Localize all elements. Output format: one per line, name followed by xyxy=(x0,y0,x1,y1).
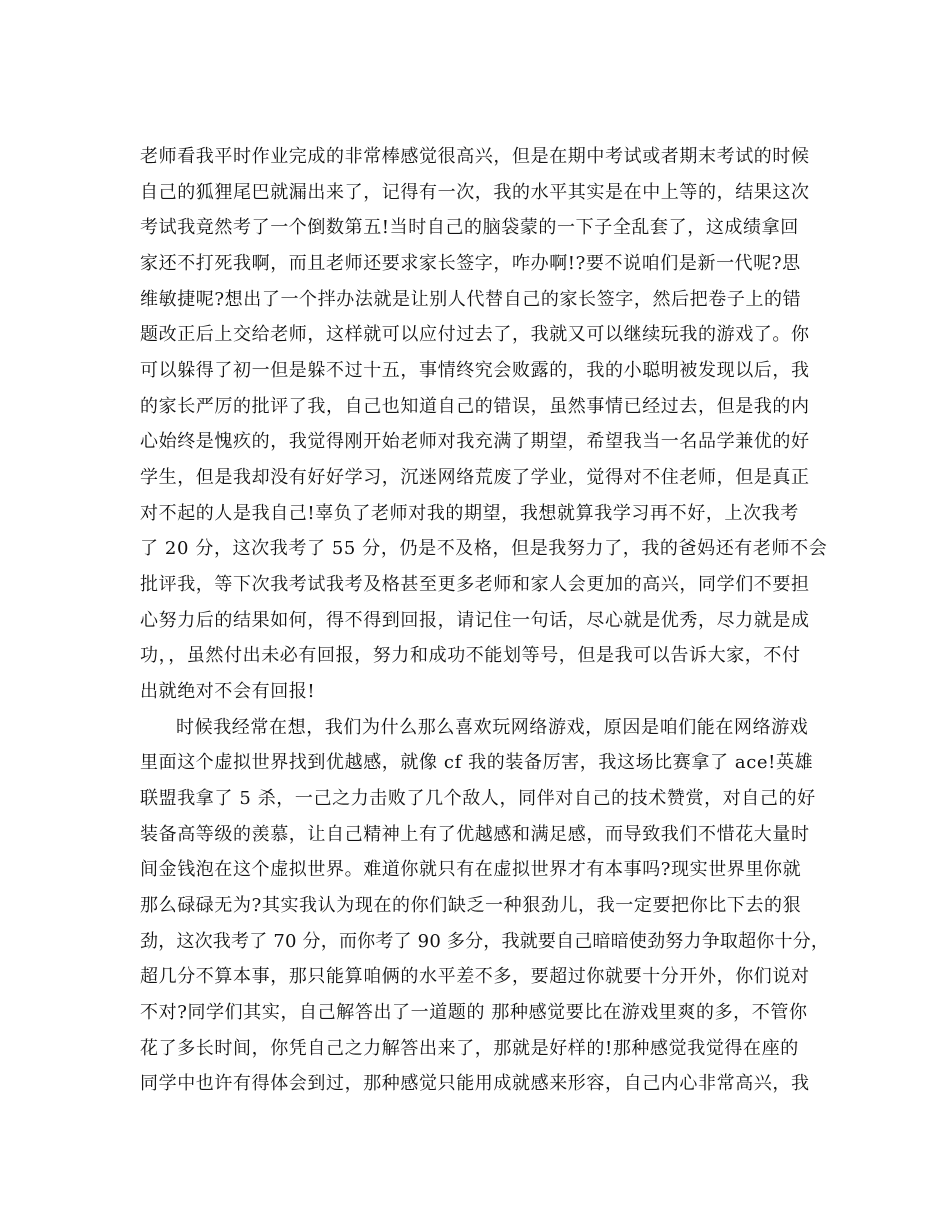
paragraph-1-line-11: 对不起的人是我自己!辜负了老师对我的期望，我想就算我学习再不好，上次我考 xyxy=(140,503,799,524)
paragraph-2-line-6: 那么碌碌无为?其实我认为现在的你们缺乏一种狠劲儿，我一定要把你比下去的狠 xyxy=(140,895,802,916)
paragraph-1-line-5: 维敏捷呢?想出了一个拌办法就是让别人代替自己的家长签字，然后把卷子上的错 xyxy=(140,289,802,310)
paragraph-1-line-12: 了 20 分，这次我考了 55 分，仍是不及格，但是我努力了，我的爸妈还有老师不会 xyxy=(140,538,828,559)
paragraph-2-line-8: 超几分不算本事，那只能算咱俩的水平差不多，要超过你就要十分开外，你们说对 xyxy=(140,966,810,987)
paragraph-2-line-3: 联盟我拿了 5 杀，一己之力击败了几个敌人，同伴对自己的技术赞赏，对自己的好 xyxy=(140,788,816,809)
paragraph-1-line-7: 可以躲得了初一但是躲不过十五，事情终究会败露的，我的小聪明被发现以后，我 xyxy=(140,360,810,381)
paragraph-1-line-14: 心努力后的结果如何，得不得到回报，请记住一句话，尽心就是优秀，尽力就是成 xyxy=(140,610,810,631)
paragraph-1-line-2: 自己的狐狸尾巴就漏出来了，记得有一次，我的水平其实是在中上等的，结果这次 xyxy=(140,182,810,203)
paragraph-2-line-7: 劲，这次我考了 70 分，而你考了 90 多分，我就要自己暗暗使劲努力争取超你十分， xyxy=(140,931,830,952)
paragraph-1-line-13: 批评我，等下次我考试我考及格甚至更多老师和家人会更加的高兴，同学们不要担 xyxy=(140,574,810,595)
paragraph-2-line-11: 同学中也许有得体会到过，那种感觉只能用成就感来形容，自己内心非常高兴，我 xyxy=(140,1073,810,1094)
paragraph-2-line-4: 装备高等级的羡慕，让自己精神上有了优越感和满足感，而导致我们不惜花大量时 xyxy=(140,824,810,845)
paragraph-2-line-1: 时候我经常在想，我们为什么那么喜欢玩网络游戏，原因是咱们能在网络游戏 xyxy=(176,717,809,738)
paragraph-1-line-16: 出就绝对不会有回报! xyxy=(140,681,316,702)
paragraph-1-line-4: 家还不打死我啊，而且老师还要求家长签字，咋办啊!?要不说咱们是新一代呢?思 xyxy=(140,253,801,274)
paragraph-2-line-2: 里面这个虚拟世界找到优越感，就像 cf 我的装备厉害，我这场比赛拿了 ace!英雄 xyxy=(140,752,814,773)
paragraph-2-line-10: 花了多长时间，你凭自己之力解答出来了，那就是好样的!那种感觉我觉得在座的 xyxy=(140,1038,799,1059)
paragraph-1-line-10: 学生，但是我却没有好好学习，沉迷网络荒废了学业，觉得对不住老师，但是真正 xyxy=(140,467,810,488)
paragraph-2-line-9: 不对?同学们其实，自己解答出了一道题的 那种感觉要比在游戏里爽的多，不管你 xyxy=(140,1002,808,1023)
paragraph-1-line-15: 功，，虽然付出未必有回报，努力和成功不能划等号，但是我可以告诉大家，不付 xyxy=(140,645,801,666)
paragraph-1-line-8: 的家长严厉的批评了我，自己也知道自己的错误，虽然事情已经过去，但是我的内 xyxy=(140,396,810,417)
paragraph-2-line-5: 间金钱泡在这个虚拟世界。难道你就只有在虚拟世界才有本事吗?现实世界里你就 xyxy=(140,859,802,880)
paragraph-1-line-3: 考试我竟然考了一个倒数第五!当时自己的脑袋蒙的一下子全乱套了，这成绩拿回 xyxy=(140,217,799,238)
paragraph-1-line-9: 心始终是愧疚的，我觉得刚开始老师对我充满了期望，希望我当一名品学兼优的好 xyxy=(140,431,810,452)
paragraph-1-line-6: 题改正后上交给老师，这样就可以应付过去了，我就又可以继续玩我的游戏了。你 xyxy=(140,324,810,345)
paragraph-1-line-1: 老师看我平时作业完成的非常棒感觉很高兴，但是在期中考试或者期末考试的时候 xyxy=(140,146,810,167)
